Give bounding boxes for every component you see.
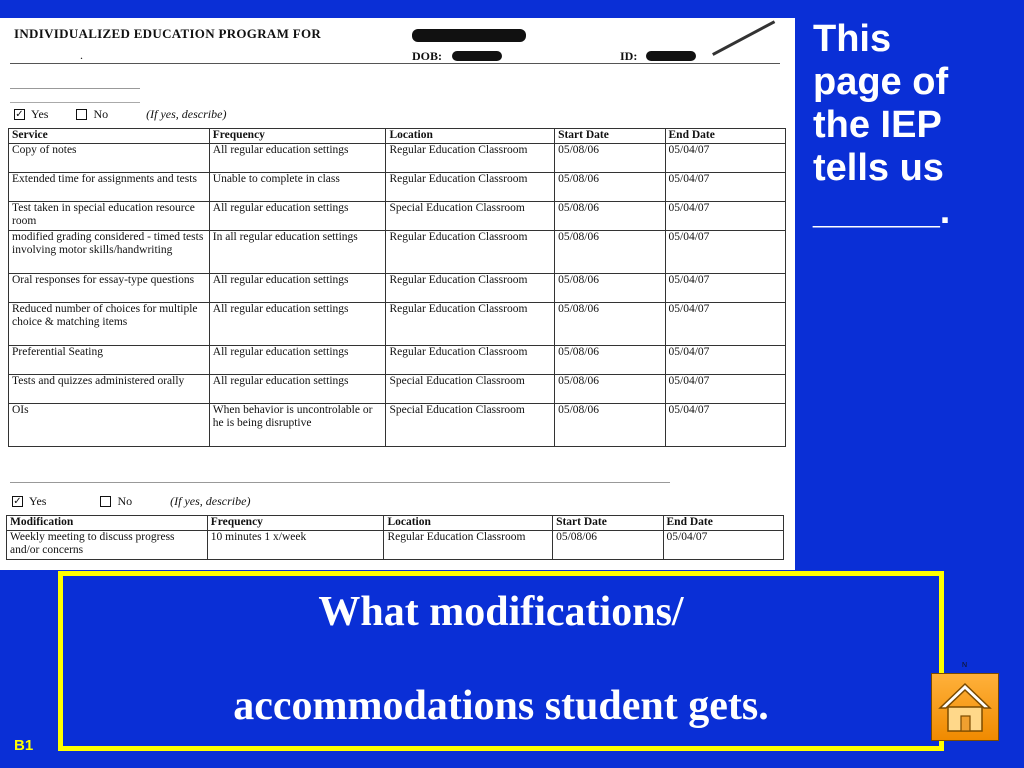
section1-yes-label: Yes [31,107,49,121]
section2-yes-no [12,494,250,509]
answer-box [58,571,944,751]
cell-location: Regular Education Classroom [386,231,555,274]
cell-location: Regular Education Classroom [386,303,555,346]
cell-service: Copy of notes [9,144,210,173]
cell-frequency: All regular education settings [209,303,386,346]
nav-small-label: N [962,662,968,669]
cell-start-date: 05/08/06 [555,173,665,202]
table-row [7,531,784,560]
cell-frequency: All regular education settings [209,375,386,404]
cell-modification: Weekly meeting to discuss progress and/or concerns [7,531,208,560]
cell-end-date: 05/04/07 [665,404,786,447]
table-row [9,173,786,202]
cell-location: Special Education Classroom [386,202,555,231]
home-icon [932,674,998,740]
header-dot: . [80,48,83,62]
cell-location: Regular Education Classroom [386,144,555,173]
table-row [9,303,786,346]
answer-line-2: accommodations student gets. [233,683,769,729]
cell-frequency: When behavior is uncontrolable or he is being disruptive [209,404,386,447]
table-row [9,346,786,375]
cell-service: OIs [9,404,210,447]
cell-end-date: 05/04/07 [665,346,786,375]
section1-yes-no [14,107,226,122]
section2-no-checkbox[interactable] [100,496,111,507]
section2-yes-checkbox[interactable]: ✓ [13,496,22,507]
cell-start-date: 05/08/06 [555,404,665,447]
cell-location: Special Education Classroom [386,375,555,404]
cell-frequency: 10 minutes 1 x/week [207,531,384,560]
table-row [9,231,786,274]
cell-location: Regular Education Classroom [386,173,555,202]
id-label: ID: [620,49,638,63]
cell-service: modified grading considered - timed tests involving motor skills/handwriting [9,231,210,274]
dob-label: DOB: [412,49,442,63]
col-service: Service [9,129,210,144]
cell-end-date: 05/04/07 [665,144,786,173]
cell-frequency: All regular education settings [209,144,386,173]
cell-start-date: 05/08/06 [555,375,665,404]
section1-no-label: No [93,107,109,121]
modifications-table [6,515,784,560]
cell-service: Preferential Seating [9,346,210,375]
col-location: Location [384,516,553,531]
col-frequency: Frequency [207,516,384,531]
iep-document-scan [0,18,795,570]
cell-location: Regular Education Classroom [386,346,555,375]
cell-end-date: 05/04/07 [663,531,784,560]
faint-rule-3 [10,482,670,483]
cell-service: Extended time for assignments and tests [9,173,210,202]
cell-start-date: 05/08/06 [555,303,665,346]
services-table [8,128,786,447]
cell-frequency: In all regular education settings [209,231,386,274]
col-end-date: End Date [665,129,786,144]
cell-service: Reduced number of choices for multiple choice & matching items [9,303,210,346]
question-line-4: tells us [813,147,944,189]
slide-tag: B1 [14,737,34,754]
question-line-3: the IEP [813,104,942,146]
cell-end-date: 05/04/07 [665,303,786,346]
section2-no-label: No [117,494,133,508]
cell-start-date: 05/08/06 [553,531,663,560]
cell-start-date: 05/08/06 [555,346,665,375]
cell-start-date: 05/08/06 [555,274,665,303]
scribble-mark [712,20,780,64]
col-modification: Modification [7,516,208,531]
cell-end-date: 05/04/07 [665,173,786,202]
redacted-name [412,29,526,42]
table-row [9,144,786,173]
question-line-2: page of [813,61,949,103]
answer-line-1: What modifications/ [318,589,684,635]
cell-service: Test taken in special education resource room [9,202,210,231]
redacted-id [646,51,696,61]
cell-end-date: 05/04/07 [665,231,786,274]
cell-end-date: 05/04/07 [665,375,786,404]
cell-start-date: 05/08/06 [555,231,665,274]
modifications-header-row [7,516,784,531]
faint-rule [10,88,140,89]
cell-frequency: All regular education settings [209,274,386,303]
cell-start-date: 05/08/06 [555,144,665,173]
table-row [9,404,786,447]
cell-start-date: 05/08/06 [555,202,665,231]
col-start-date: Start Date [553,516,663,531]
cell-frequency: All regular education settings [209,346,386,375]
cell-frequency: Unable to complete in class [209,173,386,202]
services-header-row [9,129,786,144]
header-rule [10,63,780,64]
table-row [9,202,786,231]
col-frequency: Frequency [209,129,386,144]
faint-rule-2 [10,102,140,103]
redacted-dob [452,51,502,61]
cell-frequency: All regular education settings [209,202,386,231]
section1-no-checkbox[interactable] [76,109,87,120]
cell-end-date: 05/04/07 [665,274,786,303]
section2-if-yes: (If yes, describe) [170,494,251,508]
home-button[interactable] [931,673,999,741]
col-location: Location [386,129,555,144]
col-start-date: Start Date [555,129,665,144]
cell-location: Regular Education Classroom [384,531,553,560]
question-line-5: ______. [813,190,951,232]
cell-location: Regular Education Classroom [386,274,555,303]
section1-if-yes: (If yes, describe) [146,107,227,121]
cell-end-date: 05/04/07 [665,202,786,231]
cell-location: Special Education Classroom [386,404,555,447]
question-text [813,18,1013,233]
section1-yes-checkbox[interactable]: ✓ [15,109,24,120]
cell-service: Tests and quizzes administered orally [9,375,210,404]
table-row [9,274,786,303]
table-row [9,375,786,404]
section2-yes-label: Yes [29,494,47,508]
question-line-1: This [813,18,892,60]
col-end-date: End Date [663,516,784,531]
document-title: INDIVIDUALIZED EDUCATION PROGRAM FOR [14,26,322,41]
cell-service: Oral responses for essay-type questions [9,274,210,303]
